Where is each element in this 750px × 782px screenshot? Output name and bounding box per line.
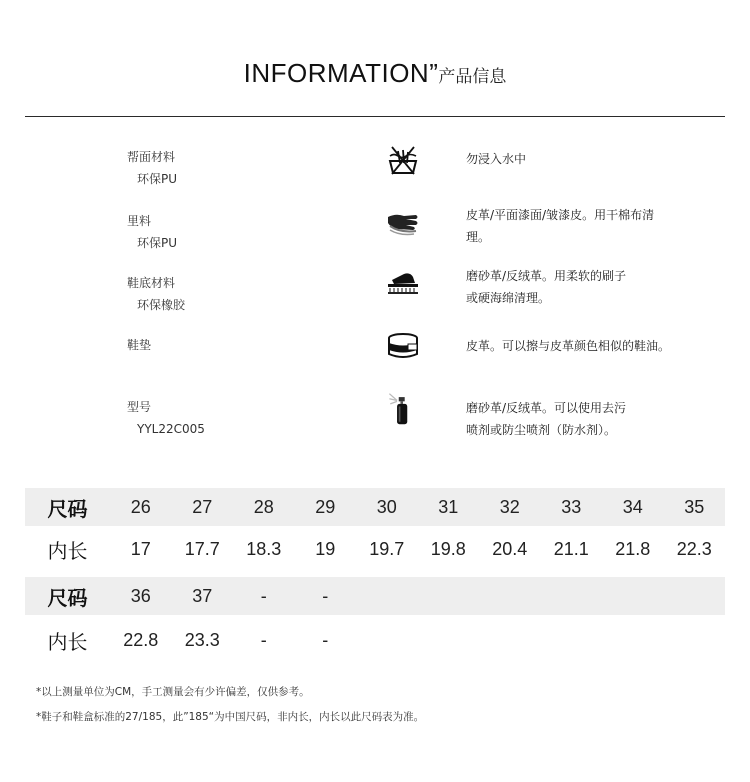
material-value: YYL22C005 xyxy=(137,422,205,436)
care-instruction: 勿浸入水中 xyxy=(466,152,527,166)
size-cell: 37 xyxy=(192,585,213,606)
material-label: 帮面材料 xyxy=(127,150,176,164)
material-model xyxy=(127,396,205,440)
size-row xyxy=(25,488,725,526)
length-cell: 23.3 xyxy=(184,629,220,650)
size-cell: - xyxy=(322,585,329,606)
title-cn: 产品信息 xyxy=(438,67,507,87)
material-lining xyxy=(127,210,177,254)
size-cell: 34 xyxy=(622,496,643,517)
material-label: 鞋底材料 xyxy=(127,276,176,290)
size-cell: 31 xyxy=(438,496,459,517)
length-cell: 17.7 xyxy=(184,538,220,559)
length-row xyxy=(25,621,725,659)
size-cell: 26 xyxy=(130,496,151,517)
length-cell: 21.1 xyxy=(553,538,589,559)
length-cell: 19 xyxy=(315,538,336,559)
size-row xyxy=(25,577,725,615)
shoe-polish-icon xyxy=(386,330,420,364)
material-insole xyxy=(127,334,151,356)
length-cell: 22.8 xyxy=(123,629,159,650)
title-divider xyxy=(25,116,725,117)
material-sole xyxy=(127,272,185,316)
row-header: 内长 xyxy=(47,629,88,654)
length-cell: 19.7 xyxy=(369,538,405,559)
care-instruction: 皮革。可以擦与皮革颜色相似的鞋油。 xyxy=(466,339,671,353)
care-instruction: 皮革/平面漆面/皱漆皮。用干棉布清 理。 xyxy=(466,208,655,244)
no-soak-icon xyxy=(386,143,420,177)
spray-can-icon xyxy=(386,392,420,426)
care-instruction: 磨砂革/反绒革。可以使用去污 喷剂或防尘喷剂（防水剂）。 xyxy=(466,401,627,437)
row-header: 内长 xyxy=(47,538,88,563)
size-cell: - xyxy=(260,585,267,606)
size-cell: 35 xyxy=(684,496,705,517)
material-value: 环保PU xyxy=(137,236,178,250)
length-cell: 21.8 xyxy=(615,538,651,559)
material-value: 环保PU xyxy=(137,172,178,186)
size-cell: 30 xyxy=(376,496,397,517)
material-value: 环保橡胶 xyxy=(137,298,186,312)
page-title xyxy=(0,58,750,89)
care-instruction: 磨砂革/反绒革。用柔软的刷子 或硬海绵清理。 xyxy=(466,269,627,305)
size-cell: 29 xyxy=(315,496,336,517)
size-cell: 27 xyxy=(192,496,213,517)
cloth-wipe-icon xyxy=(386,205,420,239)
material-label: 鞋垫 xyxy=(127,338,152,352)
row-header: 尺码 xyxy=(47,585,88,610)
footnote: *鞋子和鞋盒标准的27/185，此”185“为中国尺码，非内长，内长以此尺码表为准。 xyxy=(36,711,425,723)
length-cell: - xyxy=(260,629,267,650)
length-cell: 18.3 xyxy=(246,538,282,559)
length-cell: 20.4 xyxy=(492,538,528,559)
size-cell: 33 xyxy=(561,496,582,517)
size-cell: 36 xyxy=(130,585,151,606)
length-cell: - xyxy=(322,629,329,650)
length-row xyxy=(25,530,725,568)
size-cell: 32 xyxy=(499,496,520,517)
footnote: *以上测量单位为CM，手工测量会有少许偏差，仅供参考。 xyxy=(36,686,310,698)
material-upper xyxy=(127,146,177,190)
length-cell: 22.3 xyxy=(676,538,712,559)
material-label: 型号 xyxy=(127,400,152,414)
length-cell: 17 xyxy=(130,538,151,559)
material-label: 里料 xyxy=(127,214,152,228)
brush-icon xyxy=(386,266,420,300)
length-cell: 19.8 xyxy=(430,538,466,559)
title-en: INFORMATION” xyxy=(243,58,439,88)
size-cell: 28 xyxy=(253,496,274,517)
row-header: 尺码 xyxy=(47,496,88,521)
